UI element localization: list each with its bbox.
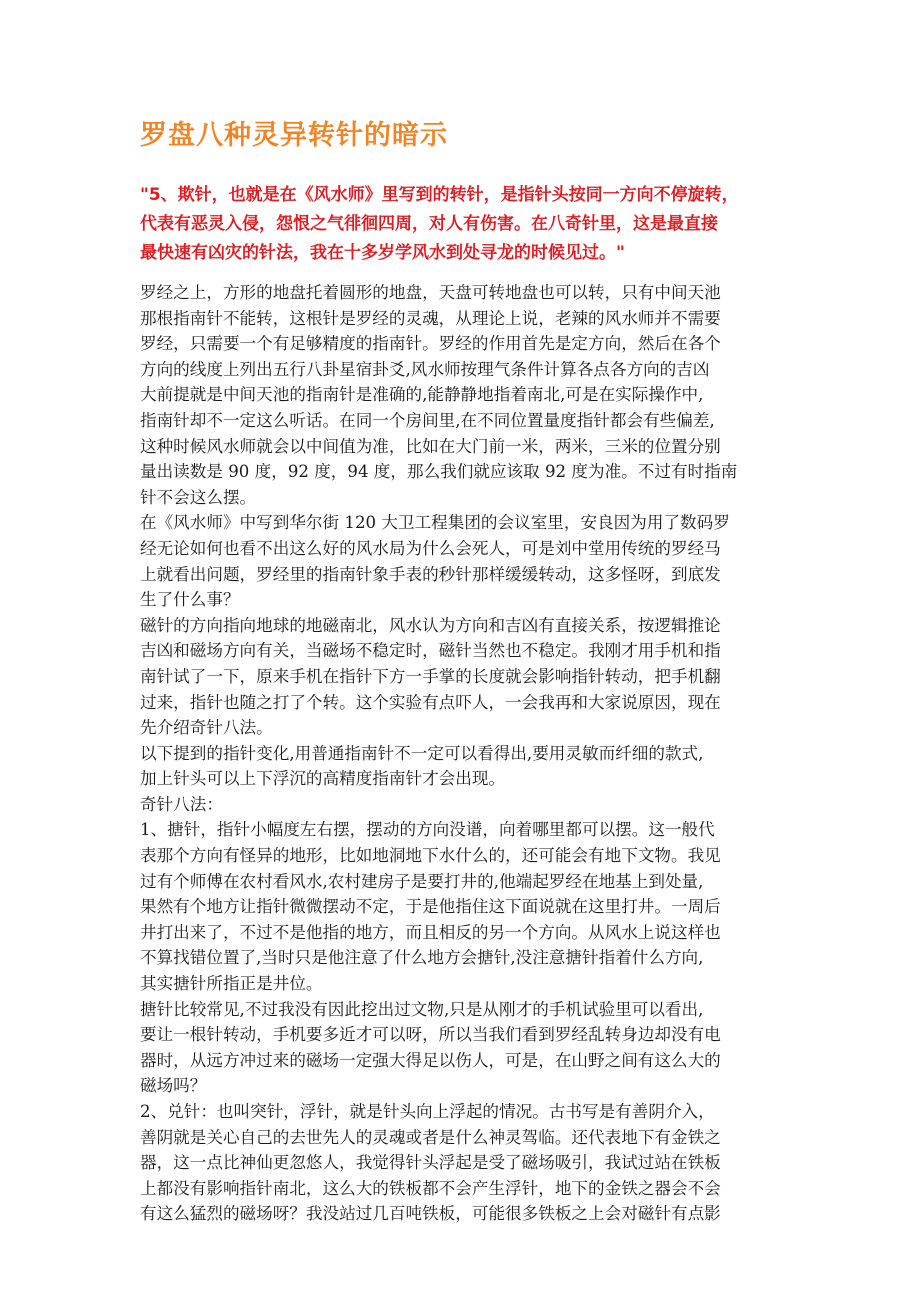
body-line: 那根指南针不能转，这根针是罗经的灵魂，从理论上说，老辣的风水师并不需要 [140, 308, 721, 328]
body-line: 果然有个地方让指针微微摆动不定，于是他指住这下面说就在这里打井。一周后 [140, 897, 721, 917]
body-line: 吉凶和磁场方向有关，当磁场不稳定时，磁针当然也不稳定。我刚才用手机和指 [140, 641, 721, 661]
body-line: 过来，指针也随之打了个转。这个实验有点吓人，一会我再和大家说原因，现在 [140, 692, 721, 712]
body-line: 过有个师傅在农村看风水,农村建房子是要打井的,他端起罗经在地基上到处量, [140, 871, 704, 891]
body-line: 不算找错位置了,当时只是他注意了什么地方会搪针,没注意搪针指着什么方向, [140, 948, 704, 968]
quote-line: 最快速有凶灾的针法，我在十多岁学风水到处寻龙的时候见过。" [140, 243, 625, 263]
body-line: 有这么猛烈的磁场呀？我没站过几百吨铁板，可能很多铁板之上会对磁针有点影 [140, 1204, 721, 1224]
quote-line: "5、欺针，也就是在《风水师》里写到的转针，是指针头按同一方向不停旋转， [140, 185, 739, 205]
body-line: 要让一根针转动，手机要多近才可以呀，所以当我们看到罗经乱转身边却没有电 [140, 1025, 721, 1045]
document-title: 罗盘八种灵异转针的暗示 [140, 120, 448, 151]
body-line: 指南针却不一定这么听话。在同一个房间里,在不同位置量度指针都会有些偏差, [140, 410, 715, 430]
body-line: 以下提到的指针变化,用普通指南针不一定可以看得出,要用灵敏而纤细的款式, [140, 743, 704, 763]
body-line: 针不会这么摆。 [140, 487, 257, 507]
body-line: 2、兑针：也叫突针，浮针，就是针头向上浮起的情况。古书写是有善阴介入， [140, 1102, 715, 1121]
body-line: 方向的线度上列出五行八卦星宿卦爻,风水师按理气条件计算各点各方向的吉凶 [140, 359, 710, 379]
body-line: 表那个方向有怪异的地形，比如地洞地下水什么的，还可能会有地下文物。我见 [140, 846, 721, 866]
body-line: 南针试了一下，原来手机在指针下方一手掌的长度就会影响指针转动，把手机翻 [140, 666, 721, 686]
body-line: 上就看出问题，罗经里的指南针象手表的秒针那样缓缓转动，这多怪呀，到底发 [140, 564, 721, 584]
body-line: 上都没有影响指针南北，这么大的铁板都不会产生浮针，地下的金铁之器会不会 [140, 1178, 721, 1198]
body-line: 善阴就是关心自己的去世先人的灵魂或者是什么神灵驾临。还代表地下有金铁之 [140, 1127, 721, 1147]
body-line: 器时，从远方冲过来的磁场一定强大得足以伤人，可是，在山野之间有这么大的 [140, 1050, 721, 1070]
body-line: 搪针比较常见,不过我没有因此挖出过文物,只是从刚才的手机试验里可以看出, [140, 999, 704, 1019]
body-line: 器，这一点比神仙更忽悠人，我觉得针头浮起是受了磁场吸引，我试过站在铁板 [140, 1153, 721, 1173]
body-line: 经无论如何也看不出这么好的风水局为什么会死人，可是刘中堂用传统的罗经马 [140, 538, 721, 558]
highlighted-quote [140, 181, 785, 268]
body-line: 罗经之上，方形的地盘托着圆形的地盘，天盘可转地盘也可以转，只有中间天池 [140, 283, 721, 302]
body-line: 先介绍奇针八法。 [140, 718, 273, 738]
body-line: 加上针头可以上下浮沉的高精度指南针才会出现。 [140, 769, 506, 789]
body-line: 这种时候风水师就会以中间值为准，比如在大门前一米，两米，三米的位置分别 [140, 436, 721, 456]
body-line: 井打出来了，不过不是他指的地方，而且相反的另一个方向。从风水上说这样也 [140, 922, 721, 942]
body-line: 生了什么事？ [140, 590, 240, 610]
body-line: 1、搪针，指针小幅度左右摆，摆动的方向没谱，向着哪里都可以摆。这一般代 [140, 820, 715, 840]
body-line: 磁针的方向指向地球的地磁南北，风水认为方向和吉凶有直接关系，按逻辑推论 [140, 615, 721, 635]
body-line: 大前提就是中间天池的指南针是准确的,能静静地指着南北,可是在实际操作中, [140, 385, 704, 405]
body-text [140, 280, 790, 1227]
body-line: 罗经，只需要一个有足够精度的指南针。罗经的作用首先是定方向，然后在各个 [140, 334, 721, 354]
body-line: 量出读数是 90 度，92 度，94 度，那么我们就应该取 92 度为准。不过有时指南 [140, 462, 738, 482]
body-line: 奇针八法： [140, 794, 223, 814]
body-line: 磁场吗？ [140, 1076, 207, 1096]
body-line: 在《风水师》中写到华尔街 120 大卫工程集团的会议室里，安良因为用了数码罗 [140, 513, 730, 533]
quote-line: 代表有恶灵入侵，怨恨之气徘徊四周，对人有伤害。在八奇针里，这是最直接 [140, 214, 718, 234]
body-line: 其实搪针所指正是井位。 [140, 974, 323, 994]
